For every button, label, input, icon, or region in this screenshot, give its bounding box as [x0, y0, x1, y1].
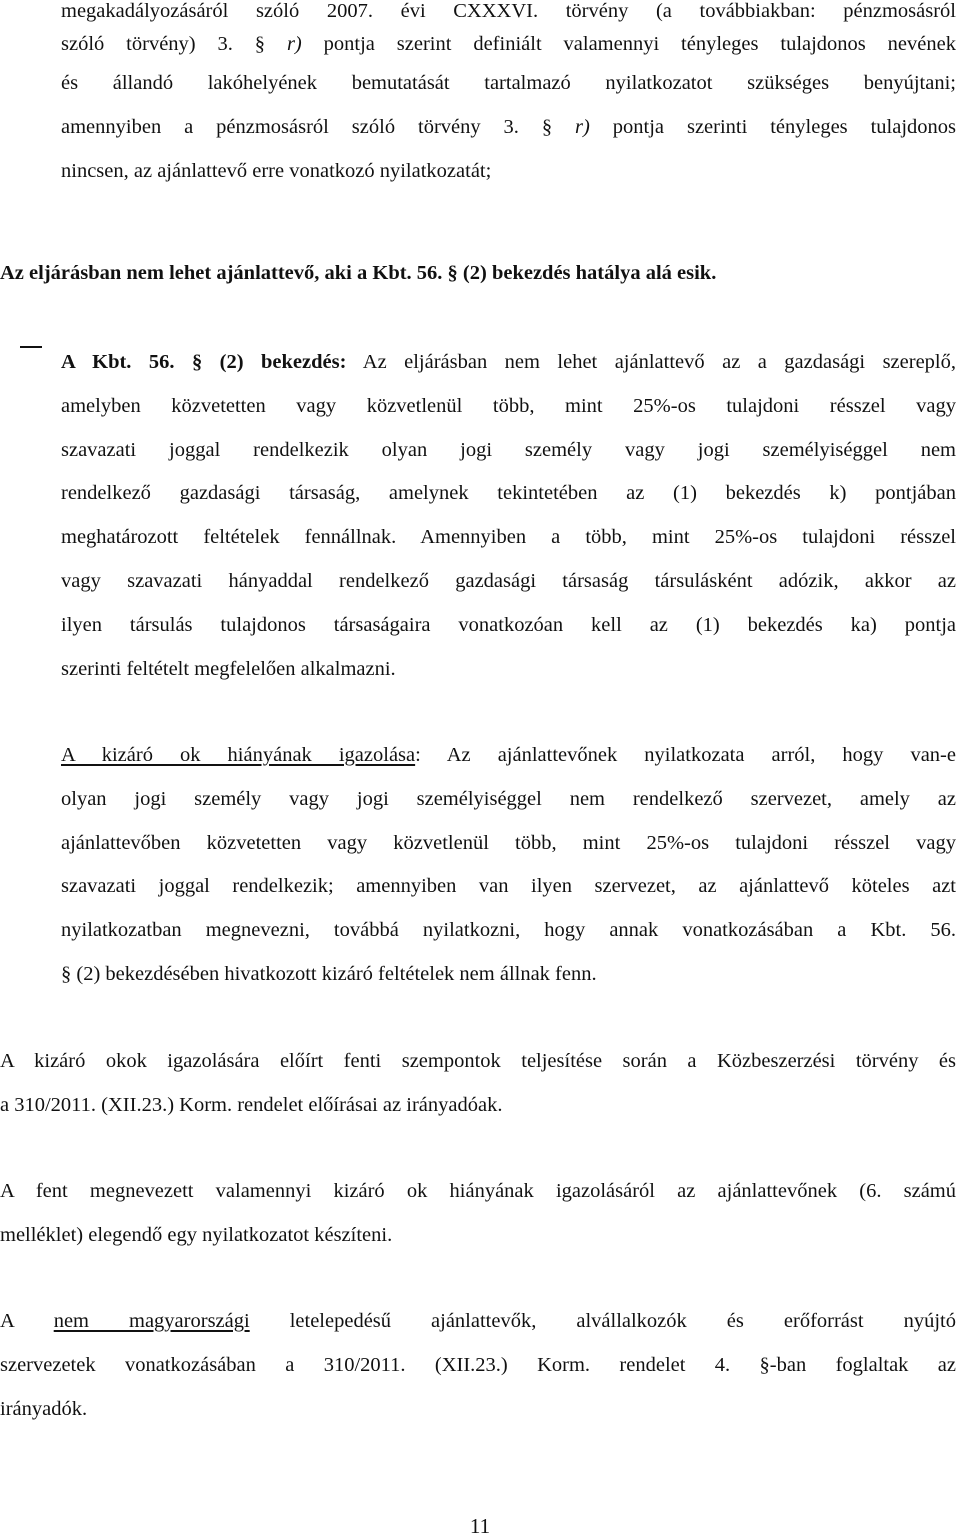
text-line: szóló törvény) 3. § r) pontja szerint definiált valamennyi tényleges tulajdonos nevének [61, 33, 956, 55]
text-line: olyan jogi személy vagy jogi személyiséggel nem rendelkező szervezet, amely az [61, 787, 956, 810]
intro-paragraph [61, 0, 956, 193]
page-number: 11 [469, 1514, 491, 1538]
text-line: amelyben közvetetten vagy közvetlenül több, mint 25%-os tulajdoni résszel vagy [61, 394, 956, 417]
paragraph-igazolas [0, 1040, 956, 1128]
text-line: nyilatkozatban megnevezni, továbbá nyilatkozni, hogy annak vonatkozásában a Kbt. 56. [61, 919, 956, 942]
text-line: szervezetek vonatkozásában a 310/2011. (XII.23.) Korm. rendelet 4. §-ban foglaltak az [0, 1353, 956, 1376]
text-line: A fent megnevezett valamennyi kizáró ok hiányának igazolásáról az ajánlattevőnek (6. számú [0, 1180, 956, 1202]
text-line: A nem magyarországi letelepedésű ajánlattevők, alvállalkozók és erőforrást nyújtó [0, 1310, 956, 1332]
text-line: rendelkező gazdasági társaság, amelynek tekintetében az (1) bekezdés k) pontjában [61, 482, 956, 505]
text-line: A kizáró ok hiányának igazolása: Az ajánlattevőnek nyilatkozata arról, hogy van-e [61, 744, 956, 766]
list-dash [20, 346, 42, 348]
text-line: a 310/2011. (XII.23.) Korm. rendelet előírásai az irányadóak. [0, 1093, 503, 1116]
text-line: szerinti feltételt megfelelően alkalmazni. [61, 657, 396, 680]
text-line: vagy szavazati hányaddal rendelkező gazdasági társaság társulásként adózik, akkor az [61, 569, 956, 592]
text-line: amennyiben a pénzmosásról szóló törvény 3. § r) pontja szerinti tényleges tulajdonos [61, 115, 956, 138]
text-line: irányadók. [0, 1397, 88, 1420]
text-line: szavazati joggal rendelkezik olyan jogi személy vagy jogi személyiséggel nem [61, 438, 956, 461]
section-heading: Az eljárásban nem lehet ajánlattevő, aki a Kbt. 56. § (2) bekezdés hatálya alá esik. [0, 262, 717, 284]
text-line: A Kbt. 56. § (2) bekezdés: Az eljárásban nem lehet ajánlattevő az a gazdasági szereplő, [61, 351, 956, 373]
text-line: nincsen, az ajánlattevő erre vonatkozó nyilatkozatát; [61, 159, 492, 182]
text-line: § (2) bekezdésében hivatkozott kizáró feltételek nem állnak fenn. [61, 962, 597, 985]
text-line: meghatározott feltételek fennállnak. Amennyiben a több, mint 25%-os tulajdoni résszel [61, 526, 956, 549]
paragraph-nyilatkozat [0, 1170, 956, 1258]
kbt-56-paragraph [61, 341, 956, 691]
paragraph-foreign [0, 1300, 956, 1431]
text-line: ilyen társulás tulajdonos társaságaira vonatkozóan kell az (1) bekezdés ka) pontja [61, 613, 956, 636]
text-line: és állandó lakóhelyének bemutatását tartalmazó nyilatkozatot szükséges benyújtani; [61, 72, 956, 94]
proof-paragraph [61, 734, 956, 997]
text-line: szavazati joggal rendelkezik; amennyiben van ilyen szervezet, az ajánlattevő köteles azt [61, 875, 956, 898]
text-line: ajánlattevőben közvetetten vagy közvetlenül több, mint 25%-os tulajdoni résszel vagy [61, 831, 956, 854]
text-line: megakadályozásáról szóló 2007. évi CXXXVI. törvény (a továbbiakban: pénzmosásról [61, 0, 956, 22]
text-line: A kizáró okok igazolására előírt fenti szempontok teljesítése során a Közbeszerzési törvény és [0, 1050, 956, 1072]
text-line: melléklet) elegendő egy nyilatkozatot készíteni. [0, 1223, 393, 1246]
